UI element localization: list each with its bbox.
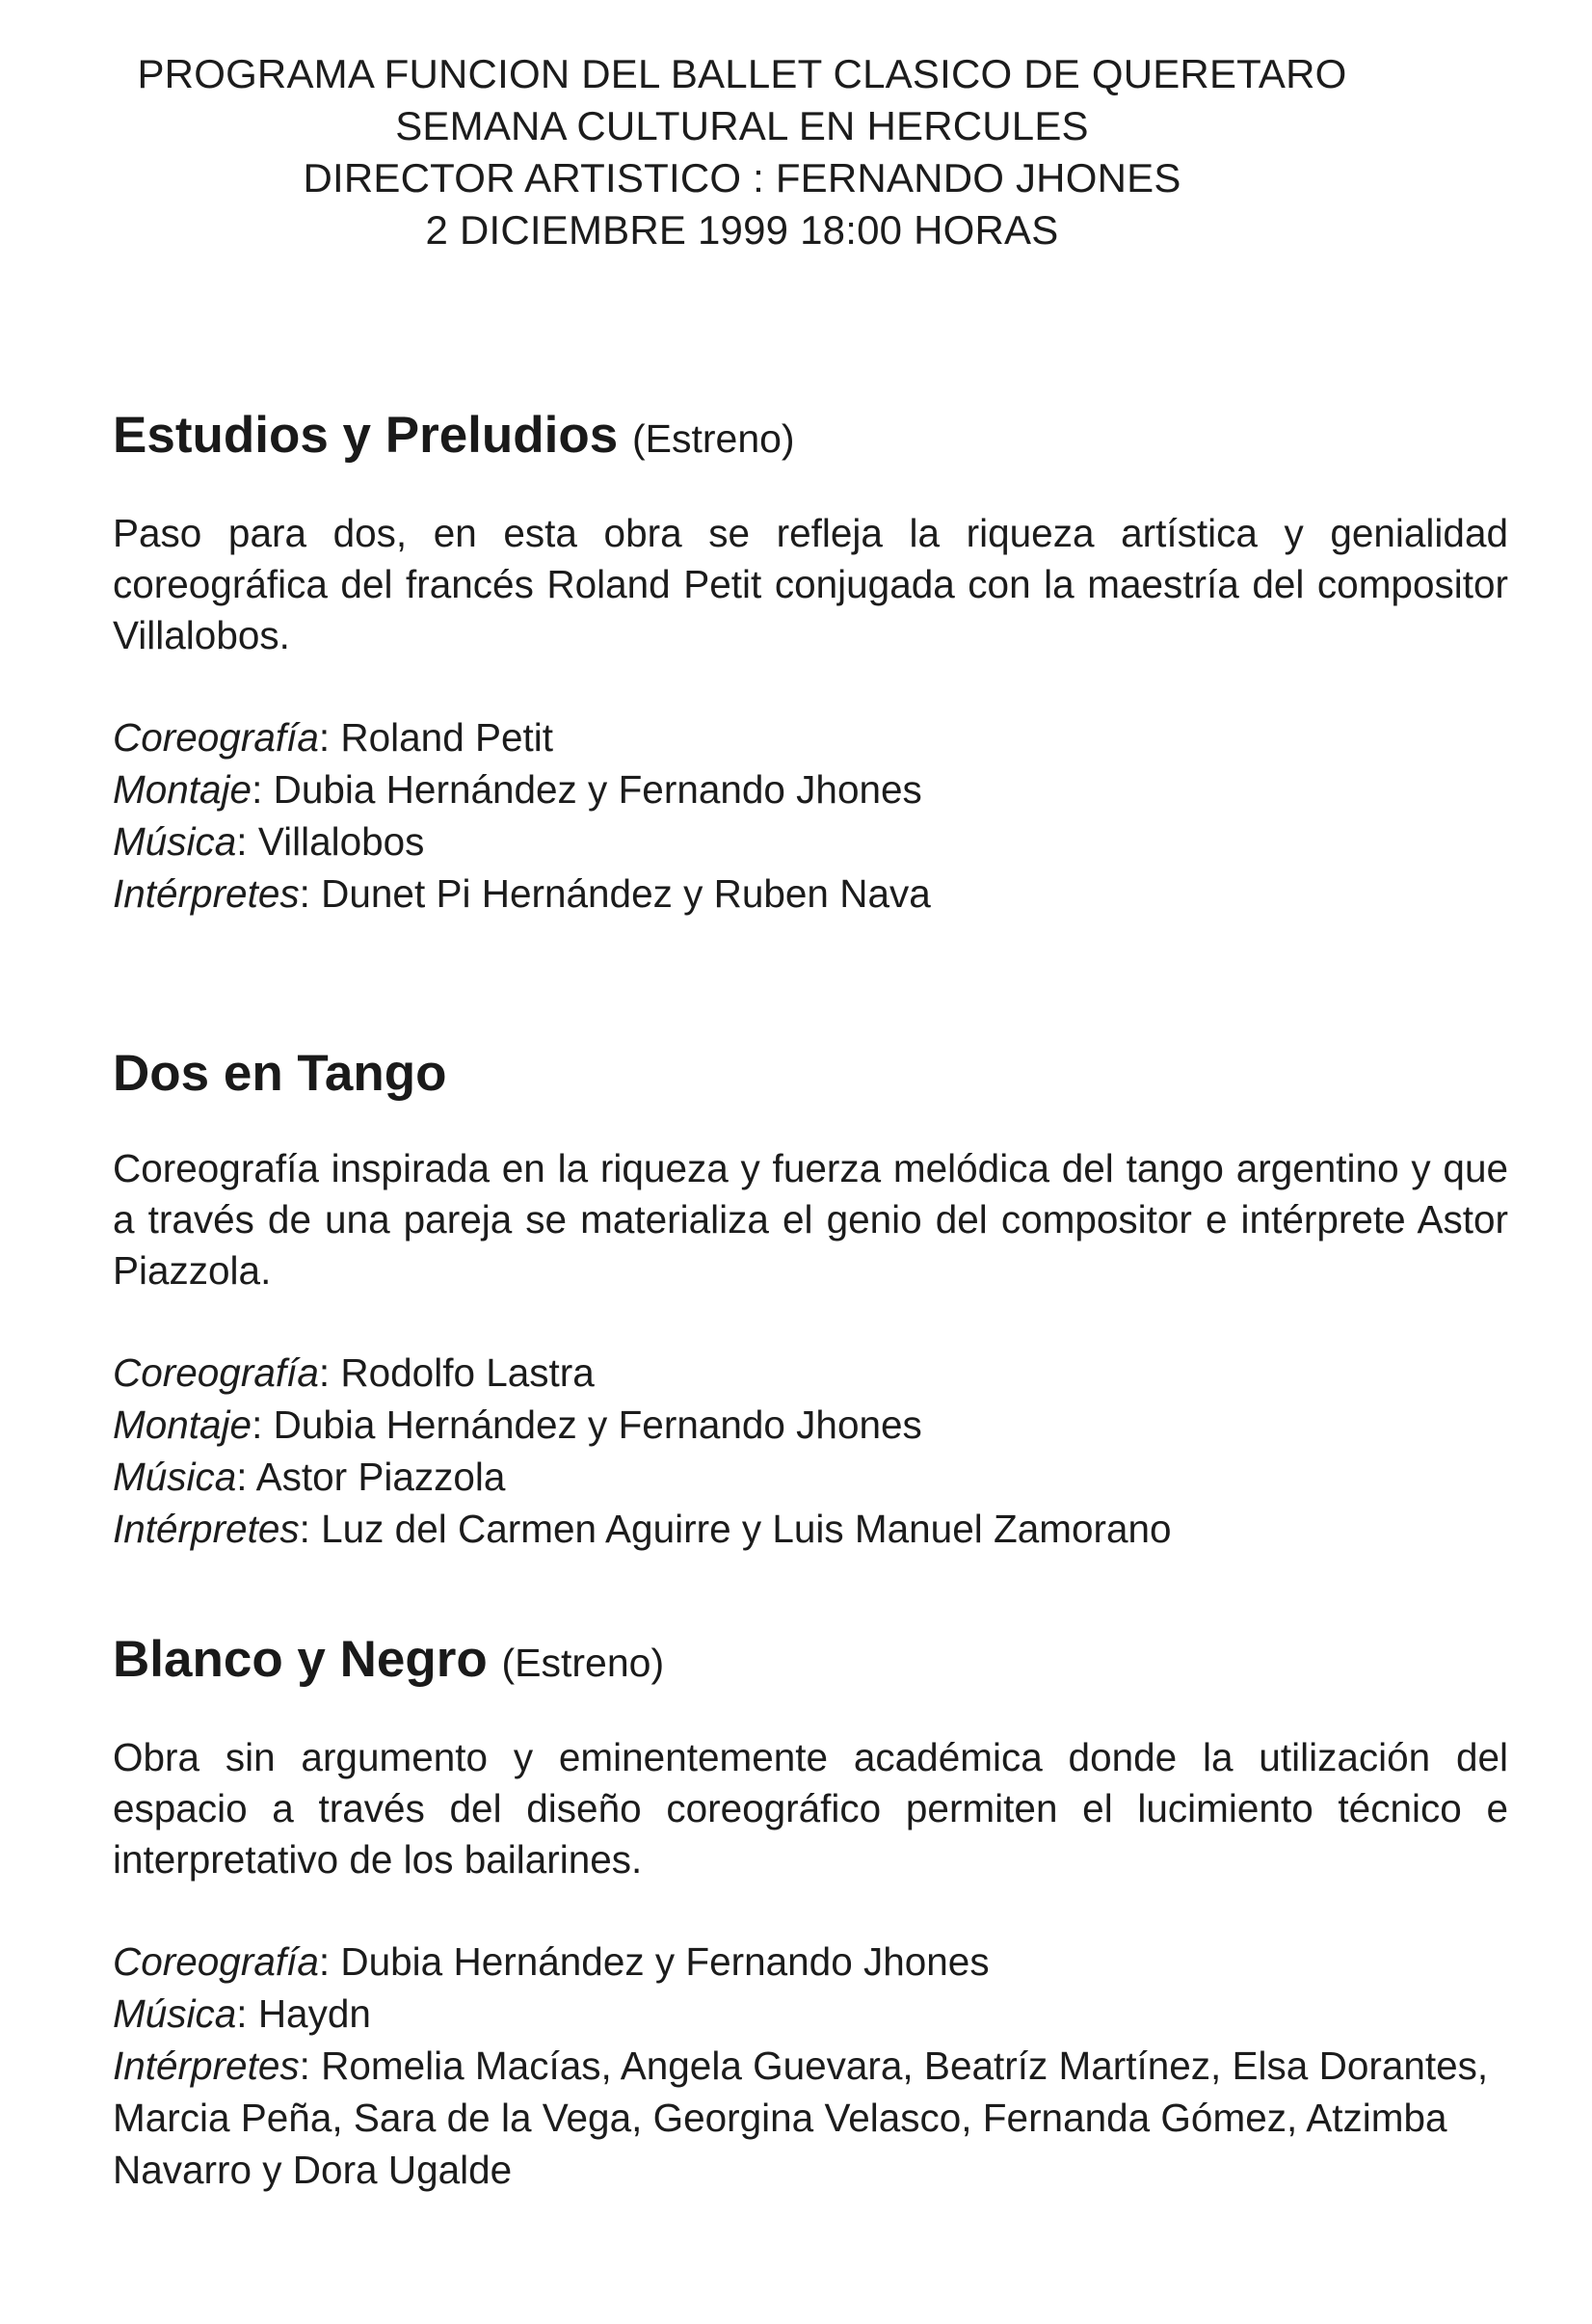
piece-title-text: Dos en Tango <box>113 1045 447 1102</box>
credit-choreography: Coreografía: Rodolfo Lastra <box>113 1350 595 1395</box>
credit-label: Música <box>113 1455 237 1499</box>
credit-music: Música: Astor Piazzola <box>113 1455 506 1499</box>
credit-label: Montaje <box>113 767 252 812</box>
credit-value: Villalobos <box>257 819 425 864</box>
piece-credits <box>113 711 1508 920</box>
header-director: DIRECTOR ARTISTICO : FERNANDO JHONES <box>303 155 1181 200</box>
credit-label: Montaje <box>113 1402 252 1447</box>
piece-description: Coreografía inspirada en la riqueza y fuerza melódica del tango argentino y que a través de una pareja se materializa el genio del compositor e intérprete Astor Piazzola. <box>113 1146 1508 1293</box>
piece-note: (Estreno) <box>501 1641 665 1685</box>
piece-description: Paso para dos, en esta obra se refleja la riqueza artística y genialidad coreográfica del francés Roland Petit conjugada con la maestría del compositor Villalobos. <box>113 511 1508 657</box>
credit-value: Luz del Carmen Aguirre y Luis Manuel Zamorano <box>321 1507 1172 1551</box>
credit-label: Música <box>113 1991 237 2036</box>
piece-blanco-y-negro <box>113 1629 1508 2196</box>
credit-value: Dunet Pi Hernández y Ruben Nava <box>321 871 931 916</box>
credit-music: Música: Villalobos <box>113 819 425 864</box>
credit-performers: Intérpretes: Luz del Carmen Aguirre y Luis Manuel Zamorano <box>113 1507 1172 1551</box>
credit-value: Romelia Macías, Angela Guevara, Beatríz Martínez, Elsa Dorantes, Marcia Peña, Sara de la Vega, Georgina Velasco, Fernanda Gómez, Atzimba Navarro y Dora Ugalde <box>113 2044 1489 2192</box>
header-date: 2 DICIEMBRE 1999 18:00 HORAS <box>425 207 1059 253</box>
credit-value: Roland Petit <box>340 715 554 760</box>
credit-choreography: Coreografía: Roland Petit <box>113 715 554 760</box>
credit-label: Intérpretes <box>113 2044 300 2088</box>
credit-value: Dubia Hernández y Fernando Jhones <box>340 1939 990 1984</box>
credit-choreography: Coreografía: Dubia Hernández y Fernando Jhones <box>113 1939 990 1984</box>
credit-label: Coreografía <box>113 1939 319 1984</box>
credit-staging: Montaje: Dubia Hernández y Fernando Jhones <box>113 767 922 812</box>
piece-title <box>113 405 1508 469</box>
credit-label: Intérpretes <box>113 1507 300 1551</box>
piece-title <box>113 1629 1508 1694</box>
piece-title-text: Blanco y Negro <box>113 1631 488 1688</box>
credit-performers: Intérpretes: Dunet Pi Hernández y Ruben Nava <box>113 871 931 916</box>
credit-value: Dubia Hernández y Fernando Jhones <box>273 767 922 812</box>
credit-value: Haydn <box>257 1991 371 2036</box>
piece-description: Obra sin argumento y eminentemente académica donde la utilización del espacio a través del diseño coreográfico permiten el lucimiento técnico e interpretativo de los bailarines. <box>113 1735 1508 1882</box>
credit-value: Astor Piazzola <box>255 1455 506 1499</box>
credit-label: Intérpretes <box>113 871 300 916</box>
header-event: SEMANA CULTURAL EN HERCULES <box>395 103 1089 148</box>
credit-label: Música <box>113 819 237 864</box>
program-header <box>0 48 1484 256</box>
piece-title <box>113 1043 1508 1105</box>
piece-credits <box>113 1936 1508 2196</box>
piece-note: (Estreno) <box>631 416 795 461</box>
credit-label: Coreografía <box>113 715 319 760</box>
piece-credits <box>113 1347 1508 1555</box>
credit-value: Dubia Hernández y Fernando Jhones <box>273 1402 922 1447</box>
credit-label: Coreografía <box>113 1350 319 1395</box>
credit-music: Música: Haydn <box>113 1991 371 2036</box>
piece-dos-en-tango <box>113 1043 1508 1555</box>
piece-title-text: Estudios y Preludios <box>113 407 619 464</box>
credit-performers: Intérpretes: Romelia Macías, Angela Guevara, Beatríz Martínez, Elsa Dorantes, Marcia Peña, Sara de la Vega, Georgina Velasco, Fernanda Gómez, Atzimba Navarro y Dora Ugalde <box>113 2044 1489 2192</box>
credit-value: Rodolfo Lastra <box>340 1350 595 1395</box>
piece-estudios-y-preludios <box>113 405 1508 920</box>
header-title: PROGRAMA FUNCION DEL BALLET CLASICO DE QUERETARO <box>137 51 1347 96</box>
credit-staging: Montaje: Dubia Hernández y Fernando Jhones <box>113 1402 922 1447</box>
